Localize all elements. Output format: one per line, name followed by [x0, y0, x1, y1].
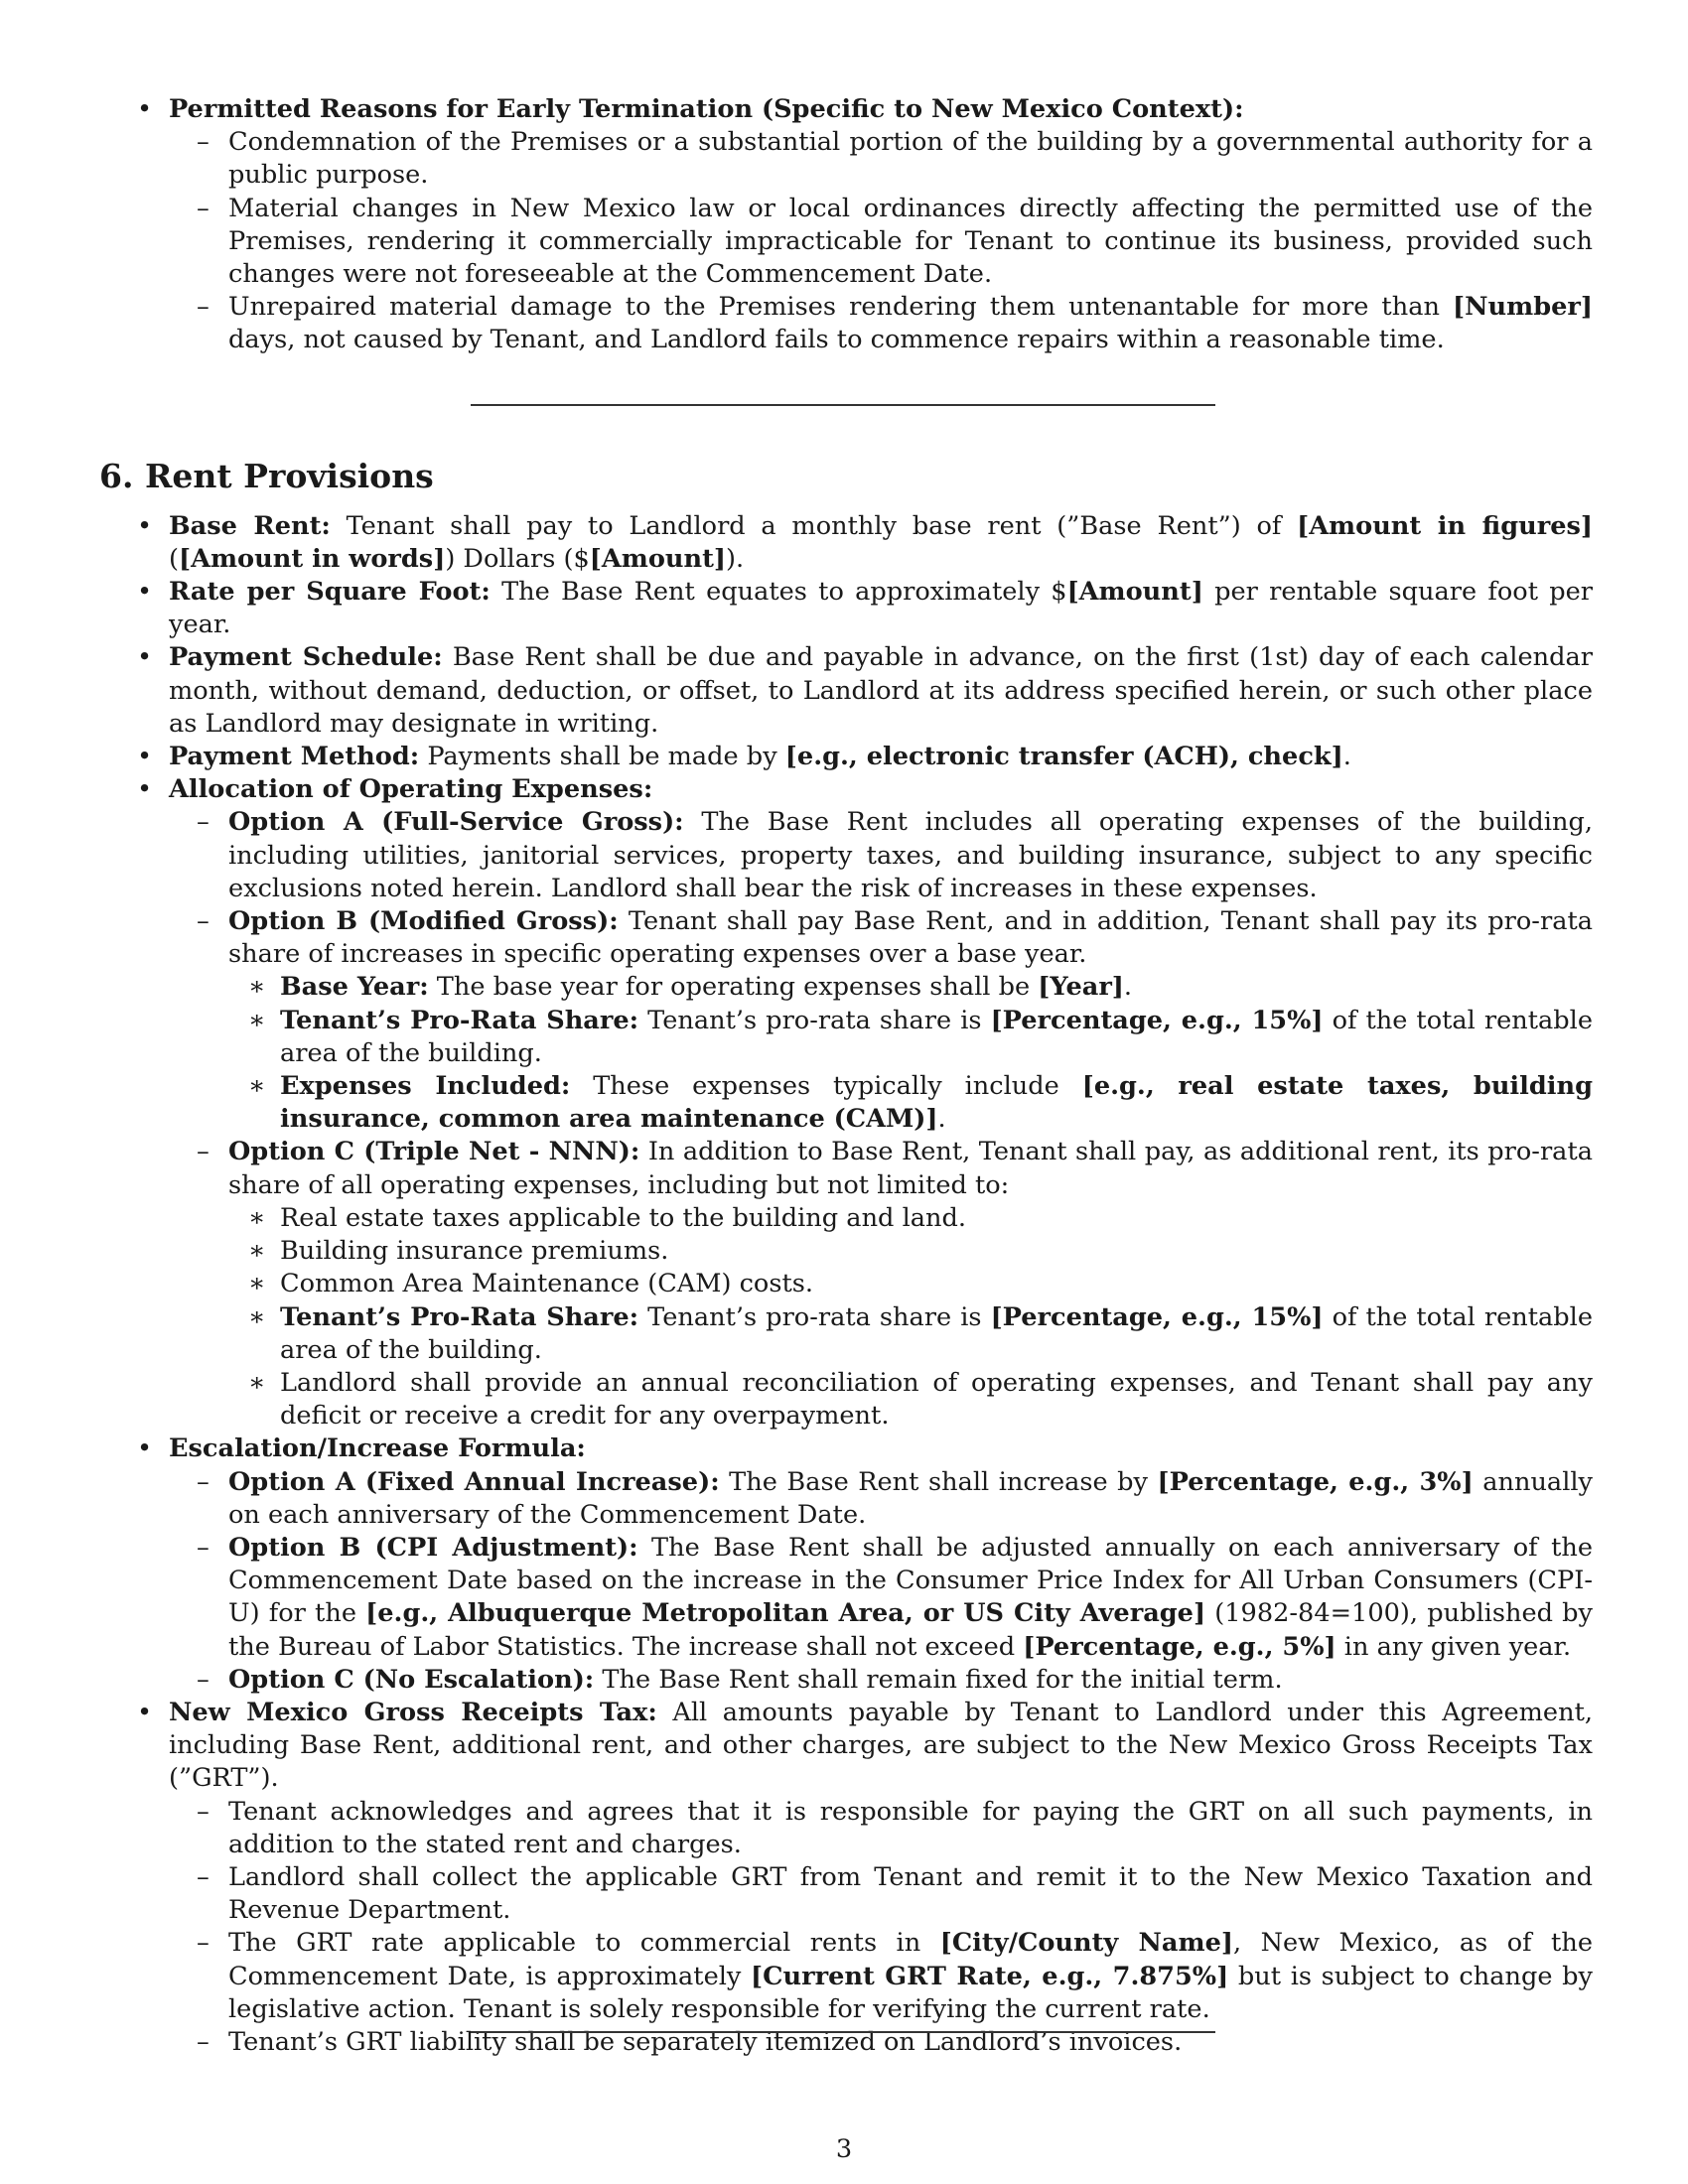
list-item: ∗ Landlord shall provide an annual reconciliation of operating expenses, and Tenant shall pay any deficit or receive a credit for any overpayment. [228, 1367, 1593, 1433]
list-item: – Tenant acknowledges and agrees that it is responsible for paying the GRT on all such payments, in addition to the stated rent and charges. [169, 1796, 1593, 1861]
list-item: ∗ Building insurance premiums. [228, 1235, 1593, 1268]
escalation-item: • Escalation/Increase Formula: – Option A (Fixed Annual Increase): The Base Rent shall increase by [Percentage, e.g., 3%] annually on each anniversary of the Commencement Date. – Option B (CPI Adjustment): The Base Rent shall be adjusted annually on each anniversary of the Commencement Date based on the increase in the Consumer Price Index for All Urban Consumers (CPI-U) for the [e.g., Albuquerque Metropolitan Area, or US City Average] (1982-84=100), published by the Bureau of Labor Statistics. The increase shall not exceed [Percentage, e.g., 5%] in any given year. – Option C (No Escalation): The Base Rent shall remain fixed for the initial term. [99, 1433, 1593, 1697]
operating-expenses-options [169, 806, 1593, 1433]
list-item: ∗ Real estate taxes applicable to the building and land. [228, 1202, 1593, 1235]
termination-sublist [169, 126, 1593, 356]
list-item: – Condemnation of the Premises or a substantial portion of the building by a governmental authority for a public purpose. [169, 126, 1593, 192]
section-heading [99, 457, 1593, 496]
option-b-details [228, 971, 1593, 1136]
rate-item: • Rate per Square Foot: The Base Rent equates to approximately $[Amount] per rentable square foot per year. [99, 576, 1593, 641]
list-item: – Option B (CPI Adjustment): The Base Rent shall be adjusted annually on each anniversary of the Commencement Date based on the increase in the Consumer Price Index for All Urban Consumers (CPI-U) for the [e.g., Albuquerque Metropolitan Area, or US City Average] (1982-84=100), published by the Bureau of Labor Statistics. The increase shall not exceed [Percentage, e.g., 5%] in any given year. [169, 1532, 1593, 1664]
grt-item: • New Mexico Gross Receipts Tax: All amounts payable by Tenant to Landlord under this Agreement, including Base Rent, additional rent, and other charges, are subject to the New Mexico Gross Receipts Tax (”GRT”). – Tenant acknowledges and agrees that it is responsible for paying the GRT on all such payments, in addition to the stated rent and charges. – Landlord shall collect the applicable GRT from Tenant and remit it to the New Mexico Taxation and Revenue Department. – The GRT rate applicable to commercial rents in [City/County Name], New Mexico, as of the Commencement Date, is approximately [Current GRT Rate, e.g., 7.875%] but is subject to change by legislative action. Tenant is solely responsible for verifying the current rate. – Tenant’s GRT liability shall be separately itemized on Landlord’s invoices. [99, 1697, 1593, 2059]
operating-expenses-item: • Allocation of Operating Expenses: – Option A (Full-Service Gross): The Base Rent includes all operating expenses of the building, including utilities, janitorial services, property taxes, and building insurance, subject to any specific exclusions noted herein. Landlord shall bear the risk of increases in these expenses. – Option B (Modified Gross): Tenant shall pay Base Rent, and in addition, Tenant shall pay its pro-rata share of increases in specific operating expenses over a base year. ∗ Base Year: The base year for operating expenses shall be [Year]. ∗ Tenant’s Pro-Rata Share: Tenant’s pro-rata share is [Percentage, e.g., 15%] of the total rentable area of the building. ∗ Expenses Included: These expenses typically include [e.g., real estate taxes, building insurance, common area maintenance (CAM)]. – Option C (Triple Net - NNN): In addition to Base Rent, Tenant shall pay, as additional rent, its pro-rata share of all operating expenses, including but not limited to: ∗ Real estate taxes applicable to the building and land. ∗ Building insurance premiums. ∗ Common Area Maintenance (CAM) costs. ∗ Tenant’s Pro-Rata Share: Tenant’s pro-rata share is [Percentage, e.g., 15%] of the total rentable area of the building. ∗ Landlord shall provide an annual reconciliation of operating expenses, and Tenant shall pay any deficit or receive a credit for any overpayment. [99, 773, 1593, 1433]
option-c-details [228, 1202, 1593, 1433]
rent-provisions-list [99, 510, 1593, 2060]
grt-details [169, 1796, 1593, 2060]
list-item: – Option C (No Escalation): The Base Rent shall remain fixed for the initial term. [169, 1664, 1593, 1697]
escalation-options [169, 1466, 1593, 1697]
payment-schedule-item: • Payment Schedule: Base Rent shall be due and payable in advance, on the first (1st) day of each calendar month, without demand, deduction, or offset, to Landlord at its address specified herein, or such other place as Landlord may designate in writing. [99, 641, 1593, 741]
list-item: – Material changes in New Mexico law or local ordinances directly affecting the permitted use of the Premises, rendering it commercially impracticable for Tenant to continue its business, provided such changes were not foreseeable at the Commencement Date. [169, 193, 1593, 292]
base-rent-item: • Base Rent: Tenant shall pay to Landlord a monthly base rent (”Base Rent”) of [Amount in figures] ([Amount in words]) Dollars ($[Amount]). [99, 510, 1593, 576]
list-item: ∗ Tenant’s Pro-Rata Share: Tenant’s pro-rata share is [Percentage, e.g., 15%] of the total rentable area of the building. [228, 1005, 1593, 1070]
list-item [99, 93, 1593, 357]
horizontal-rule [471, 404, 1215, 406]
section-number: 6. [99, 456, 134, 495]
list-item: – Unrepaired material damage to the Premises rendering them untenantable for more than [Number] days, not caused by Tenant, and Landlord fails to commence repairs within a reasonable time. [169, 291, 1593, 356]
list-item: – Tenant’s GRT liability shall be separately itemized on Landlord’s invoices. [169, 2026, 1593, 2059]
option-c-item: – Option C (Triple Net - NNN): In addition to Base Rent, Tenant shall pay, as additional rent, its pro-rata share of all operating expenses, including but not limited to: ∗ Real estate taxes applicable to the building and land. ∗ Building insurance premiums. ∗ Common Area Maintenance (CAM) costs. ∗ Tenant’s Pro-Rata Share: Tenant’s pro-rata share is [Percentage, e.g., 15%] of the total rentable area of the building. ∗ Landlord shall provide an annual reconciliation of operating expenses, and Tenant shall pay any deficit or receive a credit for any overpayment. [169, 1136, 1593, 1433]
termination-heading: Permitted Reasons for Early Termination (Specific to New Mexico Context): [169, 94, 1244, 124]
list-item: ∗ Common Area Maintenance (CAM) costs. [228, 1268, 1593, 1300]
page-number: 3 [835, 2134, 853, 2164]
list-item: ∗ Tenant’s Pro-Rata Share: Tenant’s pro-rata share is [Percentage, e.g., 15%] of the total rentable area of the building. [228, 1301, 1593, 1367]
option-b-item: – Option B (Modified Gross): Tenant shall pay Base Rent, and in addition, Tenant shall pay its pro-rata share of increases in specific operating expenses over a base year. ∗ Base Year: The base year for operating expenses shall be [Year]. ∗ Tenant’s Pro-Rata Share: Tenant’s pro-rata share is [Percentage, e.g., 15%] of the total rentable area of the building. ∗ Expenses Included: These expenses typically include [e.g., real estate taxes, building insurance, common area maintenance (CAM)]. [169, 905, 1593, 1136]
list-item: – Landlord shall collect the applicable GRT from Tenant and remit it to the New Mexico Taxation and Revenue Department. [169, 1861, 1593, 1927]
payment-method-item: • Payment Method: Payments shall be made by [e.g., electronic transfer (ACH), check]. [99, 741, 1593, 773]
horizontal-rule [471, 2031, 1215, 2033]
option-a-item: – Option A (Full-Service Gross): The Base Rent includes all operating expenses of the building, including utilities, janitorial services, property taxes, and building insurance, subject to any specific exclusions noted herein. Landlord shall bear the risk of increases in these expenses. [169, 806, 1593, 905]
list-item: – The GRT rate applicable to commercial rents in [City/County Name], New Mexico, as of the Commencement Date, is approximately [Current GRT Rate, e.g., 7.875%] but is subject to change by legislative action. Tenant is solely responsible for verifying the current rate. [169, 1927, 1593, 2026]
list-item: – Option A (Fixed Annual Increase): The Base Rent shall increase by [Percentage, e.g., 3%] annually on each anniversary of the Commencement Date. [169, 1466, 1593, 1532]
section-title: Rent Provisions [145, 456, 434, 495]
list-item: ∗ Base Year: The base year for operating expenses shall be [Year]. [228, 971, 1593, 1004]
page-content [99, 93, 1593, 2059]
list-item: ∗ Expenses Included: These expenses typically include [e.g., real estate taxes, building insurance, common area maintenance (CAM)]. [228, 1070, 1593, 1136]
termination-list [99, 93, 1593, 357]
